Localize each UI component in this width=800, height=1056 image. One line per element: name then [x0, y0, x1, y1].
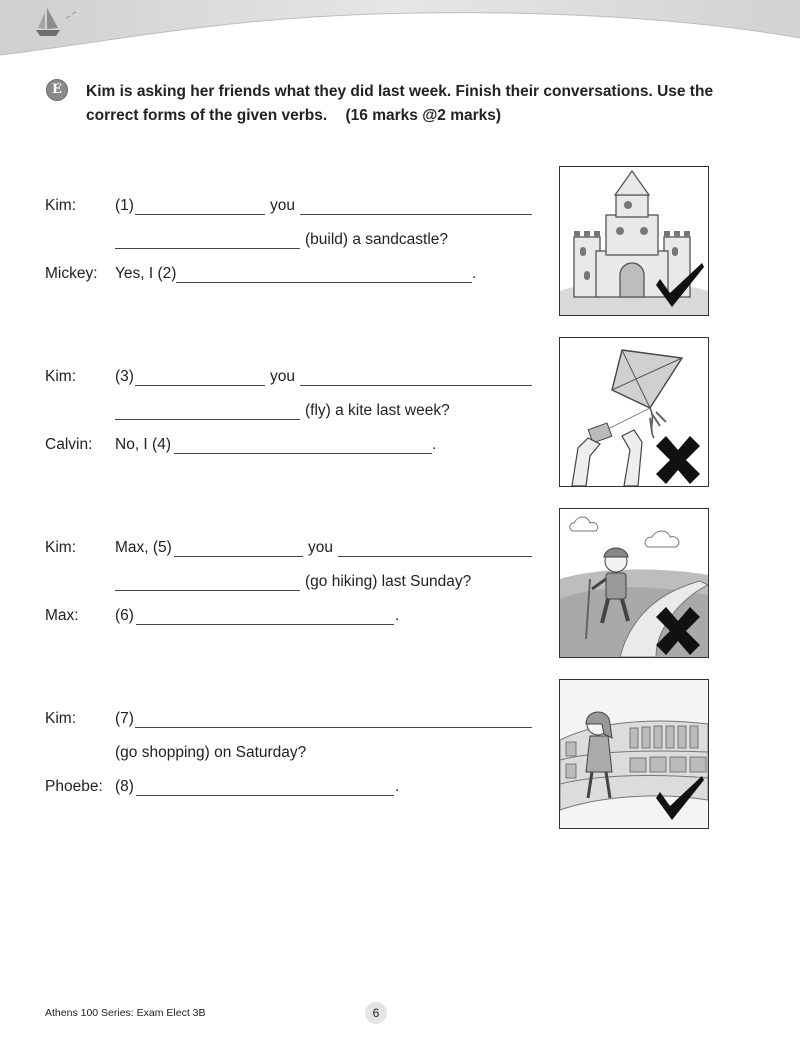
- answer-blank-7a[interactable]: [135, 727, 532, 728]
- answer-period: .: [395, 607, 400, 624]
- speaker-kim: Kim:: [45, 539, 76, 556]
- answer-blank-5a[interactable]: [174, 556, 303, 557]
- picture-shopping: [559, 679, 709, 829]
- verb-prompt: (build) a sandcastle?: [305, 231, 449, 248]
- speaker-max: Max:: [45, 607, 79, 624]
- answer-prefix: Yes, I (2): [115, 265, 177, 282]
- answer-blank-3c[interactable]: [115, 419, 300, 420]
- marks-text: (16 marks @2 marks): [345, 107, 502, 124]
- footer-series: Athens 100 Series: Exam Elect 3B: [45, 1007, 206, 1019]
- speaker-calvin: Calvin:: [45, 436, 93, 453]
- picture-hiking: [559, 508, 709, 658]
- answer-prefix: (8): [115, 778, 134, 795]
- section-badge: E: [46, 79, 68, 101]
- page-number: 6: [365, 1002, 387, 1024]
- answer-blank-1a[interactable]: [135, 214, 265, 215]
- answer-prefix: (6): [115, 607, 134, 624]
- cross-icon: [656, 436, 700, 484]
- verb-prompt: (go shopping) on Saturday?: [115, 744, 307, 761]
- header-banner: [0, 0, 800, 70]
- answer-blank-5c[interactable]: [115, 590, 300, 591]
- question-number: (7): [115, 710, 134, 727]
- picture-kite: [559, 337, 709, 487]
- question-number: (3): [115, 368, 134, 385]
- speaker-kim: Kim:: [45, 710, 76, 727]
- answer-prefix: No, I (4): [115, 436, 171, 453]
- answer-blank-8[interactable]: [136, 795, 394, 796]
- you-text: you: [308, 539, 333, 556]
- instructions: [86, 80, 736, 128]
- answer-blank-3a[interactable]: [135, 385, 265, 386]
- answer-period: .: [432, 436, 437, 453]
- answer-blank-6[interactable]: [136, 624, 394, 625]
- picture-sandcastle: [559, 166, 709, 316]
- speaker-kim: Kim:: [45, 197, 76, 214]
- answer-period: .: [472, 265, 477, 282]
- answer-blank-2[interactable]: [176, 282, 472, 283]
- question-number: (1): [115, 197, 134, 214]
- instruction-text: Kim is asking her friends what they did last week. Finish their conversations. Use the correct forms of the given verbs.: [86, 83, 714, 124]
- question-number: Max, (5): [115, 539, 172, 556]
- speaker-kim: Kim:: [45, 368, 76, 385]
- verb-prompt: (go hiking) last Sunday?: [305, 573, 472, 590]
- answer-blank-5b[interactable]: [338, 556, 532, 557]
- you-text: you: [270, 368, 295, 385]
- answer-blank-3b[interactable]: [300, 385, 532, 386]
- verb-prompt: (fly) a kite last week?: [305, 402, 450, 419]
- answer-blank-1c[interactable]: [115, 248, 300, 249]
- answer-blank-4[interactable]: [174, 453, 432, 454]
- answer-period: .: [395, 778, 400, 795]
- speaker-mickey: Mickey:: [45, 265, 98, 282]
- speaker-phoebe: Phoebe:: [45, 778, 103, 795]
- answer-blank-1b[interactable]: [300, 214, 532, 215]
- you-text: you: [270, 197, 295, 214]
